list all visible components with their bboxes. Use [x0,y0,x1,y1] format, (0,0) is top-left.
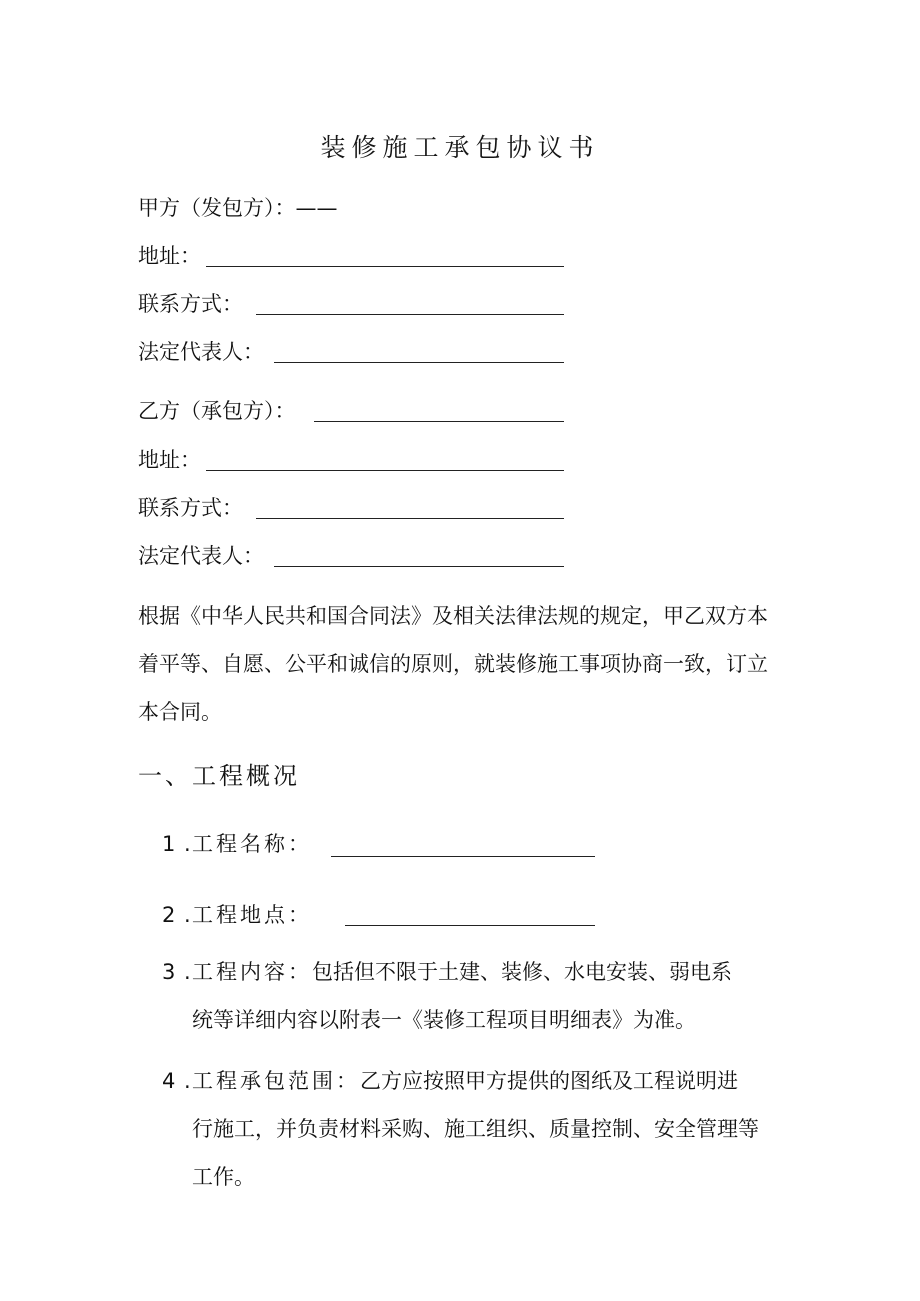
party-b-address-label: 地址： [138,448,201,472]
item-text-line-2: 行施工，并负责材料采购、施工组织、质量控制、安全管理等 [192,1117,759,1141]
section-1-heading: 一、工程概况 [138,762,300,790]
party-a-rep-label: 法定代表人： [138,340,264,364]
item-text-line-1: 乙方应按照甲方提供的图纸及工程说明进 [360,1069,738,1093]
item-text-line-2: 统等详细内容以附表一《装修工程项目明细表》为准。 [192,1008,696,1032]
project-location-blank[interactable] [345,925,595,926]
party-b-contact-blank[interactable] [256,518,564,519]
document-title: 装修施工承包协议书 [320,133,600,162]
item-text-line-1: 包括但不限于土建、装修、水电安装、弱电系 [312,960,732,984]
item-label: 工程承包范围： [192,1069,360,1093]
item-label: 工程内容： [192,960,312,984]
party-a-contact-blank[interactable] [256,314,564,315]
item-text-line-3: 工作。 [192,1165,255,1189]
item-number: 4 [162,1069,176,1093]
party-a-contact-label: 联系方式： [138,292,243,316]
item-number: 3 [162,960,176,984]
party-b-contact-label: 联系方式： [138,496,243,520]
party-b-rep-blank[interactable] [274,566,564,567]
preamble-paragraph: 根据《中华人民共和国合同法》及相关法律法规的规定，甲乙双方本着平等、自愿、公平和诚信的原则，就装修施工事项协商一致，订立本合同。 [138,604,768,724]
party-b-rep-label: 法定代表人： [138,544,264,568]
project-name-blank[interactable] [331,856,595,857]
party-b-address-blank[interactable] [206,470,564,471]
item-project-name: 1 .工程名称： [162,820,782,868]
item-label: 工程地点： [192,903,312,927]
item-project-content: 3 .工程内容：包括但不限于土建、装修、水电安装、弱电系 统等详细内容以附表一《装修工程项目明细表》为准。 [162,948,782,1044]
party-a-header: 甲方（发包方）：—— [138,196,338,220]
party-a-address-blank[interactable] [206,266,564,267]
party-a-address-label: 地址： [138,244,201,268]
item-label: 工程名称： [192,832,312,856]
party-b-header: 乙方（承包方）： [138,399,296,423]
item-number: 1 [162,832,176,856]
party-a-rep-blank[interactable] [274,362,564,363]
item-project-scope: 4 .工程承包范围：乙方应按照甲方提供的图纸及工程说明进 行施工，并负责材料采购、施工组织、质量控制、安全管理等 工作。 [162,1057,782,1201]
party-b-name-blank[interactable] [314,421,564,422]
item-number: 2 [162,903,176,927]
item-project-location: 2 .工程地点： [162,891,782,939]
